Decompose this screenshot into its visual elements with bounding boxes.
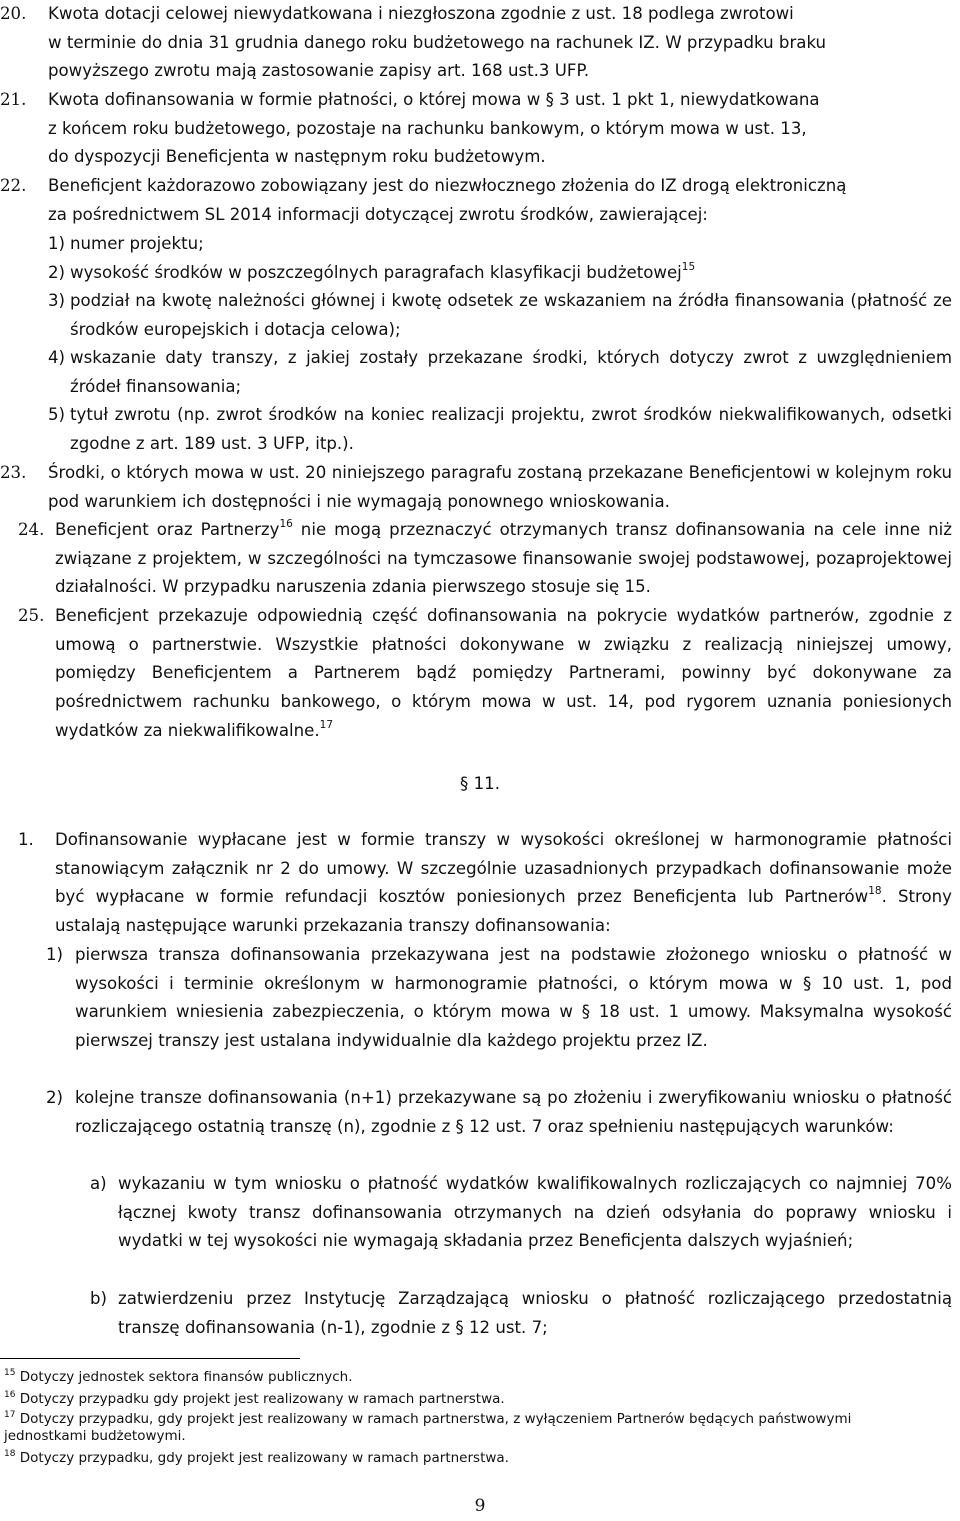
list-item-text: podział na kwotę należności głównej i kwotę odsetek ze wskazaniem na źródła finansowania (płatność ze środków europejskich i dotacja celowa); bbox=[70, 291, 952, 339]
paragraph-line: do dyspozycji Beneficjenta w następnym roku budżetowym. bbox=[48, 147, 546, 167]
footnote-reference: 16 bbox=[279, 518, 293, 530]
paragraph-number: 21. bbox=[0, 90, 27, 109]
list-item-number: a) bbox=[90, 1174, 107, 1193]
paragraph-text: . Strony ustalają następujące warunki przekazania transzy dofinansowania: bbox=[55, 887, 952, 936]
footnote-marker: 18 bbox=[4, 1449, 16, 1459]
list-item bbox=[48, 287, 952, 344]
paragraph-line: z końcem roku budżetowego, pozostaje na rachunku bankowym, o którym mowa w ust. 13, bbox=[48, 118, 807, 138]
paragraph-number: 1. bbox=[18, 830, 34, 849]
list-item-text: tytuł zwrotu (np. zwrot środków na koniec realizacji projektu, zwrot środków niekwalifikowanych, odsetki zgodne z art. 189 ust. 3 UFP, itp.). bbox=[70, 405, 952, 453]
list-item-number: 5) bbox=[48, 405, 66, 424]
paragraph-23 bbox=[0, 459, 952, 516]
paragraph-text: Dofinansowanie wypłacane jest w formie transzy w wysokości określonej w harmonogramie płatności stanowiącym załącznik nr 2 do umowy. W szczególnie uzasadnionych przypadkach dofinansowanie może być wypłacane w formie refundacji kosztów poniesionych przez Beneficjenta lub Partnerów bbox=[55, 830, 952, 907]
paragraph-text: nie mogą przeznaczyć otrzymanych transz dofinansowania na cele inne niż związane z projektem, w szczególności na tymczasowe finansowanie swojej podstawowej, pozaprojektowej działalności. W przypadku naruszenia zdania pierwszego stosuje się 15. bbox=[55, 520, 952, 597]
footnote-reference: 15 bbox=[681, 261, 696, 273]
footnote-marker: 16 bbox=[4, 1390, 16, 1400]
paragraph-number: 22. bbox=[0, 176, 27, 195]
paragraph-number: 20. bbox=[0, 4, 27, 23]
list-item-number: 4) bbox=[48, 348, 66, 367]
footnote bbox=[4, 1391, 924, 1408]
paragraph-text: Środki, o których mowa w ust. 20 niniejszego paragrafu zostaną przekazane Beneficjentowi w kolejnym roku pod warunkiem ich dostępności i nie wymagają ponownego wnioskowania. bbox=[48, 463, 952, 511]
list-item bbox=[46, 941, 952, 1056]
list-item bbox=[48, 259, 952, 288]
paragraph-22 bbox=[0, 172, 952, 229]
list-item-text: zatwierdzeniu przez Instytucję Zarządzającą wniosku o płatność rozliczającego przedostatnią transzę dofinansowania (n-1), zgodnie z § 12 ust. 7; bbox=[118, 1289, 952, 1337]
footnote-separator bbox=[0, 1358, 300, 1359]
paragraph-text: Beneficjent przekazuje odpowiednią część dofinansowania na pokrycie wydatków partnerów, zgodnie z umową o partnerstwie. Wszystkie płatności dokonywane w związku z realizacją niniejszej umowy, pomiędzy Beneficjentem a Partnerem bądź pomiędzy Partnerami, powinny być dokonywane za pośrednictwem rachunku bankowego, o którym mowa w ust. 14, pod rygorem uznania poniesionych wydatków za niekwalifikowalne. bbox=[55, 606, 952, 740]
list-item-text: kolejne transze dofinansowania (n+1) przekazywane są po złożeniu i zweryfikowaniu wniosku o płatność rozliczającego ostatnią transzę (n), zgodnie z § 12 ust. 7 oraz spełnieniu następujących warunków: bbox=[75, 1088, 952, 1136]
paragraph-text: Beneficjent oraz Partnerzy bbox=[55, 520, 280, 539]
paragraph-line: Kwota dotacji celowej niewydatkowana i niezgłoszona zgodnie z ust. 18 podlega zwrotowi bbox=[48, 4, 794, 23]
paragraph-line: Kwota dofinansowania w formie płatności, o której mowa w § 3 ust. 1 pkt 1, niewydatkowana bbox=[48, 90, 820, 109]
footnote-text: Dotyczy jednostek sektora finansów publicznych. bbox=[19, 1369, 353, 1385]
footnote bbox=[4, 1450, 924, 1467]
page-number: 9 bbox=[474, 1496, 486, 1516]
paragraph-24 bbox=[0, 516, 952, 602]
paragraph-21 bbox=[0, 86, 952, 172]
list-item bbox=[90, 1285, 952, 1342]
list-item-text: numer projektu; bbox=[70, 234, 204, 253]
footnote-reference: 18 bbox=[868, 885, 882, 898]
footnote-text: Dotyczy przypadku gdy projekt jest realizowany w ramach partnerstwa. bbox=[19, 1391, 505, 1407]
list-item-number: b) bbox=[90, 1289, 108, 1308]
section-heading: § 11. bbox=[460, 774, 500, 793]
footnote-marker: 17 bbox=[4, 1410, 16, 1420]
list-item bbox=[48, 230, 952, 259]
list-item-text: pierwsza transza dofinansowania przekazywana jest na podstawie złożonego wniosku o płatność w wysokości i terminie określonym w harmonogramie płatności, o którym mowa w § 10 ust. 1, pod warunkiem wniesienia zabezpieczenia, o którym mowa w § 18 ust. 1 umowy. Maksymalna wysokość pierwszej transzy jest ustalana indywidualnie dla każdego projektu przez IZ. bbox=[75, 945, 952, 1051]
list-item-number: 1) bbox=[46, 945, 64, 964]
footnote bbox=[4, 1411, 924, 1445]
footnote-marker: 15 bbox=[4, 1368, 16, 1378]
paragraph-20 bbox=[0, 0, 952, 86]
paragraph-number: 25. bbox=[18, 606, 45, 625]
list-item-text: wykazaniu w tym wniosku o płatność wydatków kwalifikowalnych rozliczających co najmniej 70% łącznej kwoty transz dofinansowania otrzymanych na dzień odsyłania do poprawy wniosku i wydatki w tej wysokości nie wymagają składania przez Beneficjenta dalszych wyjaśnień; bbox=[118, 1174, 952, 1251]
footnote-reference: 17 bbox=[319, 718, 334, 731]
paragraph-25 bbox=[0, 602, 952, 746]
paragraph-line: Beneficjent każdorazowo zobowiązany jest do niezwłocznego złożenia do IZ drogą elektroniczną bbox=[48, 176, 847, 195]
footnote-text: Dotyczy przypadku, gdy projekt jest realizowany w ramach partnerstwa, z wyłączeniem Partnerów będących państwowymi jednostkami budżetowymi. bbox=[4, 1411, 852, 1444]
list-item bbox=[48, 401, 952, 458]
paragraph-line: za pośrednictwem SL 2014 informacji dotyczącej zwrotu środków, zawierającej: bbox=[48, 204, 708, 224]
list-item-number: 2) bbox=[48, 263, 66, 282]
paragraph-number: 23. bbox=[0, 463, 27, 482]
paragraph-line: w terminie do dnia 31 grudnia danego roku budżetowego na rachunek IZ. W przypadku braku bbox=[48, 32, 827, 52]
list-item-number: 3) bbox=[48, 291, 66, 310]
list-item bbox=[48, 344, 952, 401]
paragraph-number: 24. bbox=[18, 520, 45, 539]
section-paragraph-1 bbox=[0, 826, 952, 941]
list-item bbox=[90, 1170, 952, 1256]
list-item-number: 1) bbox=[48, 234, 66, 253]
paragraph-line: powyższego zwrotu mają zastosowanie zapisy art. 168 ust.3 UFP. bbox=[48, 61, 590, 81]
list-item-text: wskazanie daty transzy, z jakiej zostały przekazane środki, których dotyczy zwrot z uwzględnieniem źródeł finansowania; bbox=[70, 348, 952, 396]
footnote bbox=[4, 1369, 924, 1386]
list-item bbox=[46, 1084, 952, 1141]
list-item-number: 2) bbox=[46, 1088, 64, 1107]
list-item-text: wysokość środków w poszczególnych paragrafach klasyfikacji budżetowej bbox=[70, 263, 682, 282]
footnote-text: Dotyczy przypadku, gdy projekt jest realizowany w ramach partnerstwa. bbox=[19, 1450, 509, 1466]
